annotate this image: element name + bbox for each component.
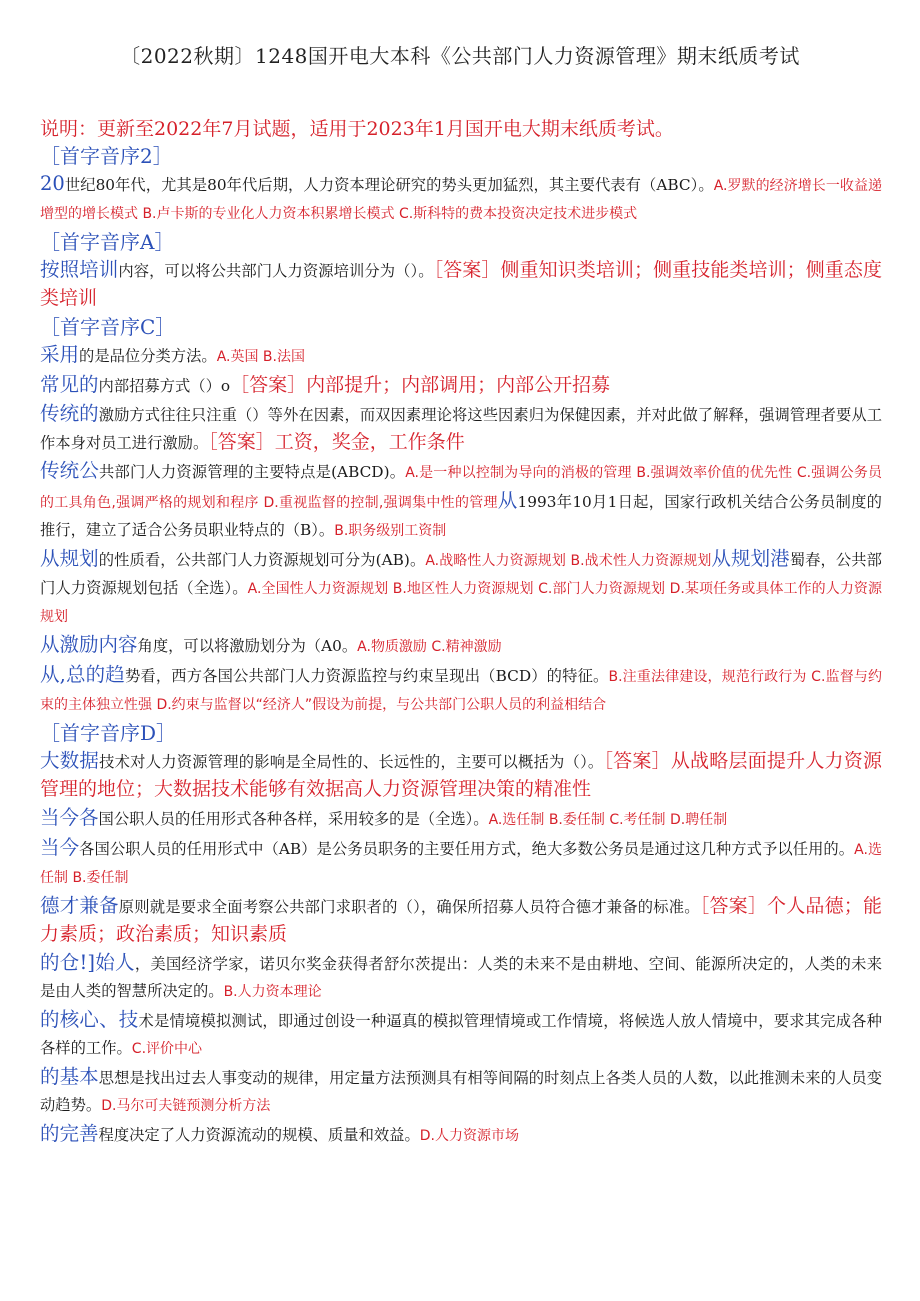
item-question: 思想是找出过去人事变动的规律，用定量方法预测具有相等间隔的时刻点上各类人员的人数，以此推测未来的人员变动趋势。 [40,1069,882,1114]
item-options: A.选任制 B.委任制 [40,842,883,886]
item-question: 技术对人力资源管理的影响是全局性的、长远性的，主要可以概括为（）。 [99,753,604,771]
item-options: A.全国性人力资源规划 B.地区性人力资源规划 C.部门人力资源规划 D.某项任务或具体工作的人力资源规划 [40,581,882,625]
item-answer: ［答案］工资，奖金，工作条件 [208,431,465,453]
question-item [40,457,882,545]
item-question: 世纪80年代，尤其是80年代后期，人力资本理论研究的势头更加猛烈，其主要代表有（ABC）。 [64,176,714,194]
document-title: 〔2022秋期〕1248国开电大本科《公共部门人力资源管理》期末纸质考试 [120,44,800,68]
item-options: B.注重法律建设，规范行政行为 C.监督与约束的主体独立性强 D.约束与监督以“经济人”假设为前提，与公共部门公职人员的利益相结合 [40,669,882,713]
section-heading: ［首字音序D］ [40,721,177,745]
question-item [40,170,882,228]
item-lead: 采用 [40,343,80,366]
question-item [40,747,882,804]
item-options: D.马尔可夫链预测分析方法 [101,1098,271,1114]
item-options: A.物质激励 C.精神激励 [357,639,502,655]
item-question: 1993年10月1日起，国家行政机关结合公务员制度的推行，建立了适合公务员职业特点的（B）。 [40,493,882,539]
item-question: 的是品位分类方法。 [79,347,217,365]
item-question: 国公职人员的任用形式各种各样，采用较多的是（全选）。 [98,810,489,828]
section-heading: ［首字音序C］ [40,315,176,339]
item-question: 术是情境模拟测试，即通过创设一种逼真的模拟管理情境或工作情境，将候选人放人情境中，要求其完成各种各样的工作。 [40,1012,882,1057]
item-options: C.评价中心 [131,1041,203,1057]
item-lead: 从规划港 [711,547,790,570]
item-lead: 从,总的趋 [40,663,125,686]
item-lead: 的仓!]始人 [40,951,135,974]
question-item [40,631,882,661]
item-lead: 传统公 [40,459,100,482]
item-lead: 大数据 [40,749,100,772]
section-heading: ［首字音序A］ [40,230,175,254]
question-item [40,400,882,457]
question-item [40,256,882,313]
document-body [40,116,882,1150]
item-lead: 按照培训 [40,258,119,281]
question-item [40,949,882,1006]
item-answer: ［答案］侧重知识类培训；侧重技能类培训；侧重态度类培训 [40,259,882,309]
item-answer: ［答案］个人品德；能力素质；政治素质；知识素质 [40,895,882,945]
item-question: 内部招募方式（）o [98,377,231,395]
question-item [40,804,882,834]
item-options: A.选任制 B.委任制 C.考任制 D.聘任制 [488,812,728,828]
item-question: 各国公职人员的任用形式中（AB）是公务员职务的主要任用方式，绝大多数公务员是通过这几种方式予以任用的。 [79,840,855,858]
item-question: ，美国经济学家，诺贝尔奖金获得者舒尔茨提出：人类的未来不是由耕地、空间、能源所决定的，人类的未来是由人类的智慧所决定的。 [40,955,882,1000]
question-item [40,1120,882,1150]
question-item [40,371,882,400]
item-lead: 从规划 [40,547,99,570]
item-lead: 的核心、技 [40,1008,139,1031]
item-lead: 从 [497,489,518,512]
item-question: 激励方式往往只注重（）等外在因素，而双因素理论将这些因素归为保健因素，并对此做了解释，强调管理者要从工作本身对员工进行激励。 [40,406,882,452]
item-question: 势看，西方各国公共部门人力资源监控与约束呈现出（BCD）的特征。 [124,667,609,685]
item-question: 原则就是要求全面考察公共部门求职者的（），确保所招募人员符合德才兼备的标准。 [118,898,700,916]
question-item [40,1006,882,1063]
item-question: 角度，可以将激励划分为（A0。 [137,637,358,655]
item-question: 共部门人力资源管理的主要特点是(ABCD)。 [99,463,406,481]
item-question: 的性质看，公共部门人力资源规划可分为(AB)。 [98,551,426,569]
item-question: 内容，可以将公共部门人力资源培训分为（）。 [118,262,434,280]
item-lead: 当今 [40,836,80,859]
item-options: B.人力资本理论 [223,984,322,1000]
item-lead: 德才兼备 [40,894,119,917]
question-item [40,892,882,949]
item-question: 程度决定了人力资源流动的规模、质量和效益。 [98,1126,420,1144]
item-options: A.是一种以控制为导向的消极的管理 B.强调效率价值的优先性 C.强调公务员的工具角色,强调严格的规划和程序 D.重视监督的控制,强调集中性的管理 [40,465,882,511]
item-lead: 常见的 [40,373,99,396]
item-options: A.罗默的经济增长一收益递增型的增长模式 B.卢卡斯的专业化人力资本积累增长模式 C.斯科特的费本投资决定技术进步模式 [40,178,882,222]
item-question: 蜀春，公共部门人力资源规划包括（全选）。 [40,551,882,597]
question-item [40,341,882,371]
item-answer: ［答案］从战略层面提升人力资源管理的地位；大数据技术能够有效据高人力资源管理决策的精准性 [40,750,882,800]
item-lead: 的完善 [40,1122,99,1145]
intro-note: 说明：更新至2022年7月试题，适用于2023年1月国开电大期末纸质考试。 [40,118,674,140]
item-lead: 当今各 [40,806,99,829]
item-lead: 传统的 [40,402,99,425]
question-item [40,661,882,719]
question-item [40,1063,882,1120]
item-lead: 的基本 [40,1065,99,1088]
item-answer: ［答案］内部提升；内部调用；内部公开招募 [230,374,611,396]
item-lead: 20 [40,172,65,195]
item-options: B.职务级别工资制 [334,523,447,539]
item-options: D.人力资源市场 [419,1128,519,1144]
question-item [40,545,882,631]
section-heading: ［首字音序2］ [40,144,173,168]
question-item [40,834,882,892]
item-options: A.英国 B.法国 [216,349,305,365]
item-options: A.战略性人力资源规划 B.战术性人力资源规划 [425,553,712,569]
item-lead: 从激励内容 [40,633,138,656]
